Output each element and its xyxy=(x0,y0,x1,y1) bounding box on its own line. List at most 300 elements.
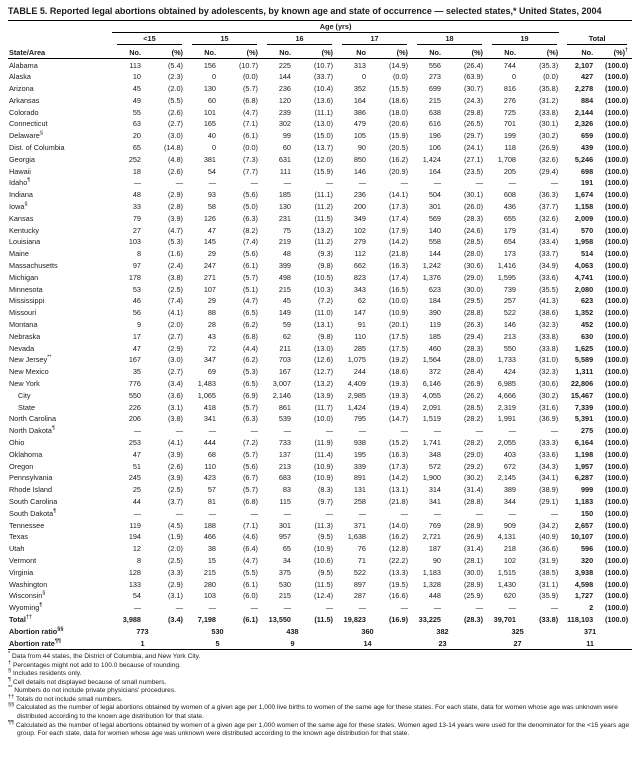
percent-cell: (38.6) xyxy=(539,308,559,318)
age-spanner-row xyxy=(8,22,632,34)
total-count-cell: 22,806 xyxy=(570,379,594,389)
percent-cell: (11.2) xyxy=(314,237,333,247)
total-percent-cell: (100.0) xyxy=(605,213,629,223)
state-label: Kansas xyxy=(9,213,34,223)
percent-cell: (17.3) xyxy=(388,202,408,212)
count-cell: 47 xyxy=(132,343,141,353)
total-percent-cell: (100.0) xyxy=(605,355,629,365)
percent-cell: (6.5) xyxy=(242,308,258,318)
table-row xyxy=(8,165,632,177)
total-count-cell: 514 xyxy=(580,249,594,259)
percent-cell: — xyxy=(400,178,408,188)
percent-cell: (11.7) xyxy=(314,402,333,412)
table-row xyxy=(8,590,632,602)
percent-cell: (30.6) xyxy=(539,379,559,389)
table-title: TABLE 5. Reported legal abortions obtained by adolescents, by known age and state of occurrence — selected states,* United States, 2004 xyxy=(8,6,632,21)
percent-cell: (2.7) xyxy=(167,331,183,341)
count-cell: 102 xyxy=(353,225,366,235)
count-cell: — xyxy=(133,178,141,188)
count-cell: 258 xyxy=(353,496,366,506)
state-label: Kentucky xyxy=(9,225,40,235)
percent-cell: (6.3) xyxy=(242,213,258,223)
count-cell: 550 xyxy=(503,343,516,353)
count-cell: 110 xyxy=(354,331,366,341)
count-cell: 9 xyxy=(136,320,141,330)
count-cell: 218 xyxy=(503,544,516,554)
count-cell: 448 xyxy=(428,591,441,601)
age-spanner-label: Age (yrs) xyxy=(112,23,559,33)
total-percent-cell: (100.0) xyxy=(605,166,629,176)
percent-cell: — xyxy=(175,508,183,518)
table-row xyxy=(8,496,632,508)
total-count-cell: 1,158 xyxy=(574,202,594,212)
total-count-cell: 191 xyxy=(580,178,594,188)
count-cell: — xyxy=(358,603,366,613)
total-percent-cell: (100.0) xyxy=(605,72,629,82)
percent-cell: (5.0) xyxy=(242,202,258,212)
col-header-no: No xyxy=(337,46,375,59)
count-cell: 769 xyxy=(428,520,441,530)
count-cell: 29 xyxy=(207,249,216,259)
count-cell: 386 xyxy=(353,107,366,117)
percent-cell: (28.8) xyxy=(463,496,483,506)
percent-cell: (5.6) xyxy=(242,249,258,259)
percent-cell: (30.6) xyxy=(463,261,483,271)
percent-cell: (5.7) xyxy=(242,272,258,282)
percent-cell: (20.6) xyxy=(388,119,408,129)
percent-cell: — xyxy=(175,426,183,436)
percent-cell: (14.9) xyxy=(388,60,408,70)
count-cell: 279 xyxy=(353,237,366,247)
count-cell: 63 xyxy=(132,119,141,129)
percent-cell: (13.9) xyxy=(313,390,333,400)
total-percent-cell: (100.0) xyxy=(605,438,629,447)
percent-cell: (34.2) xyxy=(539,520,559,530)
count-cell: 436 xyxy=(503,202,516,212)
percent-cell: (2.6) xyxy=(167,461,183,471)
percent-cell: (6.1) xyxy=(242,261,258,271)
count-cell: 46 xyxy=(132,296,141,306)
percent-cell: (15.0) xyxy=(313,131,333,141)
table-row xyxy=(8,331,632,343)
spacer-cell xyxy=(8,22,112,34)
count-cell: — xyxy=(358,178,366,188)
state-label: Virginia xyxy=(9,567,34,577)
total-percent-cell: (100.0) xyxy=(605,95,629,105)
count-cell: 938 xyxy=(353,438,366,447)
total-percent-cell: (100.0) xyxy=(605,449,629,459)
total-percent-cell: (100.0) xyxy=(605,225,629,235)
percent-cell: (31.0) xyxy=(539,355,559,365)
count-cell: 126 xyxy=(203,213,216,223)
total-percent-cell: (100.0) xyxy=(605,426,629,436)
total-count-cell: 150 xyxy=(580,508,594,518)
percent-cell: (28.8) xyxy=(463,308,483,318)
count-cell: 58 xyxy=(207,202,216,212)
percent-cell: (26.4) xyxy=(463,60,483,70)
percent-cell: (29.1) xyxy=(539,496,559,506)
total-percent-cell: (100.0) xyxy=(605,343,629,353)
count-cell: — xyxy=(433,426,441,436)
percent-cell: (5.7) xyxy=(242,84,258,94)
count-cell: 725 xyxy=(503,107,516,117)
age-group-17: 17 xyxy=(337,34,412,46)
percent-cell: (6.2) xyxy=(242,355,258,365)
count-cell: 130 xyxy=(203,84,216,94)
count-cell: 4,666 xyxy=(497,390,516,400)
percent-cell: (21.8) xyxy=(388,249,408,259)
percent-cell: (11.5) xyxy=(314,213,333,223)
percent-cell: (2.0) xyxy=(167,84,183,94)
col-header-pct: (%) xyxy=(300,46,337,59)
state-label: Mississippi xyxy=(9,296,45,306)
state-label: Oregon xyxy=(9,461,34,471)
percent-cell: (6.2) xyxy=(242,320,258,330)
count-cell: 655 xyxy=(503,213,516,223)
count-cell: 33,225 xyxy=(418,614,441,624)
percent-cell: (28.3) xyxy=(463,614,483,624)
count-cell: 167 xyxy=(128,355,141,365)
table-row xyxy=(8,248,632,260)
percent-cell: (23.5) xyxy=(463,166,483,176)
total-count-cell: 275 xyxy=(580,426,594,436)
count-cell: 65 xyxy=(132,143,141,153)
percent-cell: (2.3) xyxy=(167,72,183,82)
percent-cell: (16.2) xyxy=(388,532,408,542)
count-cell: 25 xyxy=(132,485,141,495)
percent-cell: (24.3) xyxy=(463,95,483,105)
count-cell: — xyxy=(208,178,216,188)
count-cell: 744 xyxy=(503,60,516,70)
count-cell: — xyxy=(133,603,141,613)
count-cell: 59 xyxy=(282,320,291,330)
table-row xyxy=(8,567,632,579)
percent-cell: (19.2) xyxy=(388,355,408,365)
count-cell: 247 xyxy=(203,261,216,271)
percent-cell: (28.9) xyxy=(463,520,483,530)
percent-cell: (2.6) xyxy=(167,166,183,176)
stat-value-cell: 773 xyxy=(136,626,149,636)
footnote: †† Totals do not include small numbers. xyxy=(8,693,123,703)
state-label: Vermont xyxy=(9,555,37,565)
count-cell: 776 xyxy=(128,379,141,389)
percent-cell: (7.4) xyxy=(242,237,258,247)
percent-cell: (16.6) xyxy=(388,591,408,601)
percent-cell: (22.2) xyxy=(388,555,408,565)
count-cell: 530 xyxy=(278,579,291,589)
count-cell: 188 xyxy=(203,520,216,530)
count-cell: 1,900 xyxy=(422,473,441,483)
percent-cell: (10.4) xyxy=(313,84,333,94)
percent-cell: (10.7) xyxy=(238,60,258,70)
count-cell: 110 xyxy=(204,461,216,471)
percent-cell: (11.2) xyxy=(314,202,333,212)
percent-cell: — xyxy=(325,178,333,188)
percent-cell: (3.4) xyxy=(167,379,183,389)
percent-cell: (6.8) xyxy=(242,95,258,105)
percent-cell: (2.7) xyxy=(167,367,183,377)
table-row xyxy=(8,531,632,543)
state-label: Iowa§ xyxy=(9,201,28,212)
count-cell: 1,708 xyxy=(497,154,516,164)
percent-cell: (28.1) xyxy=(463,555,483,565)
percent-cell: (34.9) xyxy=(539,261,559,271)
count-cell: 90 xyxy=(432,555,441,565)
count-cell: — xyxy=(283,508,291,518)
total-percent-cell: (100.0) xyxy=(605,614,629,624)
state-label: Montana xyxy=(9,320,38,330)
count-cell: 185 xyxy=(428,331,441,341)
count-cell: 672 xyxy=(503,461,516,471)
percent-cell: (31.2) xyxy=(539,95,559,105)
count-cell: 62 xyxy=(282,331,291,341)
count-cell: 314 xyxy=(428,485,441,495)
count-cell: 102 xyxy=(503,555,516,565)
percent-cell: (33.6) xyxy=(539,449,559,459)
count-cell: 17 xyxy=(132,331,141,341)
total-count-cell: 7,339 xyxy=(574,402,594,412)
percent-cell: (20.9) xyxy=(388,166,408,176)
percent-cell: (32.6) xyxy=(539,213,559,223)
percent-cell: (0.0) xyxy=(242,72,258,82)
stat-value-cell: 1 xyxy=(112,637,187,649)
percent-cell: (5.3) xyxy=(242,367,258,377)
count-cell: 257 xyxy=(503,296,516,306)
count-cell: — xyxy=(433,178,441,188)
footnote: † Percentages might not add to 100.0 because of rounding. xyxy=(8,659,181,669)
stat-value-cell: 23 xyxy=(412,637,487,649)
percent-cell: (26.2) xyxy=(463,390,483,400)
percent-cell: (28.3) xyxy=(463,213,483,223)
percent-cell: (30.0) xyxy=(463,284,483,294)
percent-cell: (17.9) xyxy=(388,225,408,235)
count-cell: — xyxy=(358,508,366,518)
count-cell: — xyxy=(283,603,291,613)
count-cell: 1,430 xyxy=(497,579,516,589)
total-count-cell: 4,741 xyxy=(574,272,594,282)
total-count-cell: 2,144 xyxy=(574,107,594,117)
count-cell: 1,741 xyxy=(422,438,441,447)
count-cell: 111 xyxy=(279,166,291,176)
percent-cell: (36.3) xyxy=(539,190,559,200)
state-label: Arkansas xyxy=(9,95,40,105)
count-cell: 301 xyxy=(278,520,291,530)
count-cell: 33 xyxy=(132,202,141,212)
count-cell: 1,328 xyxy=(422,579,441,589)
count-cell: 341 xyxy=(428,496,441,506)
total-percent-cell: (100.0) xyxy=(605,107,629,117)
table-row xyxy=(8,189,632,201)
stat-value-cell: 438 xyxy=(286,626,299,636)
percent-cell: — xyxy=(250,508,258,518)
count-cell: 236 xyxy=(353,190,366,200)
count-cell: 184 xyxy=(428,296,441,306)
percent-cell: (14.1) xyxy=(388,190,408,200)
percent-cell: (31.4) xyxy=(463,485,483,495)
count-cell: 381 xyxy=(203,154,216,164)
table-row xyxy=(8,71,632,83)
percent-cell: (41.3) xyxy=(539,296,559,306)
total-percent-cell: (100.0) xyxy=(605,532,629,542)
count-cell: 0 xyxy=(511,72,516,82)
count-cell: 957 xyxy=(278,532,291,542)
table-row xyxy=(8,201,632,213)
rate-row xyxy=(8,637,632,649)
count-cell: 45 xyxy=(132,84,141,94)
table-row xyxy=(8,342,632,354)
total-percent-cell: (100.0) xyxy=(605,237,629,247)
count-cell: 399 xyxy=(278,261,291,271)
percent-cell: (10.9) xyxy=(388,308,408,318)
count-cell: 128 xyxy=(128,567,141,577)
percent-cell: — xyxy=(325,508,333,518)
table-row xyxy=(8,366,632,378)
percent-cell: (13.1) xyxy=(388,485,408,495)
count-cell: 253 xyxy=(128,438,141,447)
count-cell: 891 xyxy=(353,473,366,483)
percent-cell: (19.4) xyxy=(388,402,408,412)
total-count-cell: 884 xyxy=(580,95,594,105)
footnote: §§ Calculated as the number of legal abortions obtained by women of a given age per 1,000 live births to women of the same age for these states. For each state, data for women whose age was unknown were distributed according to the known age distribution for that state. xyxy=(8,702,618,721)
total-count-cell: 1,183 xyxy=(574,496,594,506)
count-cell: — xyxy=(433,508,441,518)
percent-cell: (4.7) xyxy=(167,225,183,235)
state-label: Maine xyxy=(9,249,29,259)
percent-cell: (14.8) xyxy=(163,143,183,153)
percent-cell: (63.9) xyxy=(463,72,483,82)
percent-cell: — xyxy=(400,603,408,613)
percent-cell: (3.8) xyxy=(167,414,183,424)
count-cell: 130 xyxy=(278,202,291,212)
state-label: Indiana xyxy=(9,190,33,200)
count-cell: 147 xyxy=(353,308,366,318)
count-cell: 252 xyxy=(128,154,141,164)
total-count-cell: 999 xyxy=(580,485,594,495)
state-label: South Carolina xyxy=(9,496,58,506)
percent-cell: (33.7) xyxy=(539,249,559,259)
state-label: New Jersey** xyxy=(9,355,52,365)
count-cell: 79 xyxy=(132,213,141,223)
age-group-19: 19 xyxy=(487,34,562,46)
count-cell: 271 xyxy=(203,272,216,282)
percent-cell: (2.4) xyxy=(167,261,183,271)
percent-cell: (3.9) xyxy=(167,473,183,483)
ratio-row xyxy=(8,626,632,638)
percent-cell: (6.0) xyxy=(242,591,258,601)
footnote: ** Numbers do not include private physicians' procedures. xyxy=(8,685,176,695)
count-cell: 2,055 xyxy=(497,438,516,447)
total-percent-cell: (100.0) xyxy=(605,178,629,188)
total-percent-cell: (100.0) xyxy=(605,331,629,341)
percent-cell: (4.1) xyxy=(167,308,183,318)
total-percent-cell: (100.0) xyxy=(605,461,629,471)
percent-cell: (2.5) xyxy=(167,284,183,294)
state-label: Hawaii xyxy=(9,166,31,176)
state-label: North Dakota¶ xyxy=(9,425,56,436)
count-cell: 200 xyxy=(353,202,366,212)
percent-cell: (12.0) xyxy=(313,154,333,164)
count-cell: 146 xyxy=(503,320,516,330)
count-cell: 81 xyxy=(207,496,216,506)
percent-cell: (32.3) xyxy=(539,367,559,377)
state-label: Oklahoma xyxy=(9,449,43,459)
count-cell: 49 xyxy=(132,95,141,105)
count-cell: 4,055 xyxy=(422,390,441,400)
percent-cell: (12.8) xyxy=(388,544,408,554)
table-row xyxy=(8,460,632,472)
total-percent-cell: (100.0) xyxy=(605,579,629,589)
percent-cell: (6.7) xyxy=(242,473,258,483)
state-label: New Mexico xyxy=(9,367,49,377)
total-count-cell: 4,063 xyxy=(574,261,594,271)
percent-cell: (15.2) xyxy=(388,438,408,447)
count-cell: 0 xyxy=(361,72,366,82)
count-cell: 2,091 xyxy=(422,402,441,412)
count-cell: 215 xyxy=(428,95,441,105)
count-cell: 302 xyxy=(278,119,291,129)
percent-cell: (12.6) xyxy=(313,355,333,365)
percent-cell: (29.5) xyxy=(463,296,483,306)
count-cell: 164 xyxy=(353,95,366,105)
count-cell: — xyxy=(508,178,516,188)
total-count-cell: 2,657 xyxy=(574,520,594,530)
percent-cell: (4.7) xyxy=(242,107,258,117)
percent-cell: (4.5) xyxy=(167,520,183,530)
percent-cell: — xyxy=(550,603,559,613)
percent-cell: (28.2) xyxy=(463,414,483,424)
count-cell: 4,409 xyxy=(347,379,366,389)
state-label: Nevada xyxy=(9,343,35,353)
percent-cell: (11.1) xyxy=(314,190,333,200)
stat-value-cell: 5 xyxy=(187,637,262,649)
stat-value-cell: 14 xyxy=(337,637,412,649)
count-cell: 0 xyxy=(211,72,216,82)
percent-cell: (29.0) xyxy=(463,449,483,459)
count-cell: 733 xyxy=(278,438,291,447)
count-cell: 504 xyxy=(428,190,441,200)
percent-cell: (2.9) xyxy=(167,343,183,353)
total-count-cell: 659 xyxy=(580,131,594,141)
count-cell: 18 xyxy=(132,166,141,176)
table-row xyxy=(8,319,632,331)
count-cell: 48 xyxy=(132,190,141,200)
table-row xyxy=(8,272,632,284)
total-count-cell: 2,107 xyxy=(574,60,594,70)
percent-cell: (36.6) xyxy=(539,544,559,554)
count-cell: 620 xyxy=(503,591,516,601)
count-cell: 823 xyxy=(353,272,366,282)
count-cell: — xyxy=(508,603,516,613)
percent-cell: — xyxy=(550,426,559,436)
count-cell: 145 xyxy=(203,237,216,247)
percent-cell: (27.1) xyxy=(463,154,483,164)
count-cell: 55 xyxy=(132,107,141,117)
percent-cell: (30.7) xyxy=(463,84,483,94)
percent-cell: (5.6) xyxy=(242,461,258,471)
total-percent-cell: (100.0) xyxy=(605,520,629,530)
percent-cell: (7.7) xyxy=(242,166,258,176)
total-percent-cell: (100.0) xyxy=(605,131,629,141)
count-cell: 27 xyxy=(132,225,141,235)
count-cell: 638 xyxy=(428,107,441,117)
count-cell: 69 xyxy=(207,367,216,377)
count-cell: 76 xyxy=(357,544,366,554)
percent-cell: (3.8) xyxy=(167,272,183,282)
total-count-cell: 1,311 xyxy=(575,367,594,377)
percent-cell: (13.0) xyxy=(313,119,333,129)
percent-cell: (13.1) xyxy=(313,320,333,330)
age-group-row xyxy=(8,34,632,46)
